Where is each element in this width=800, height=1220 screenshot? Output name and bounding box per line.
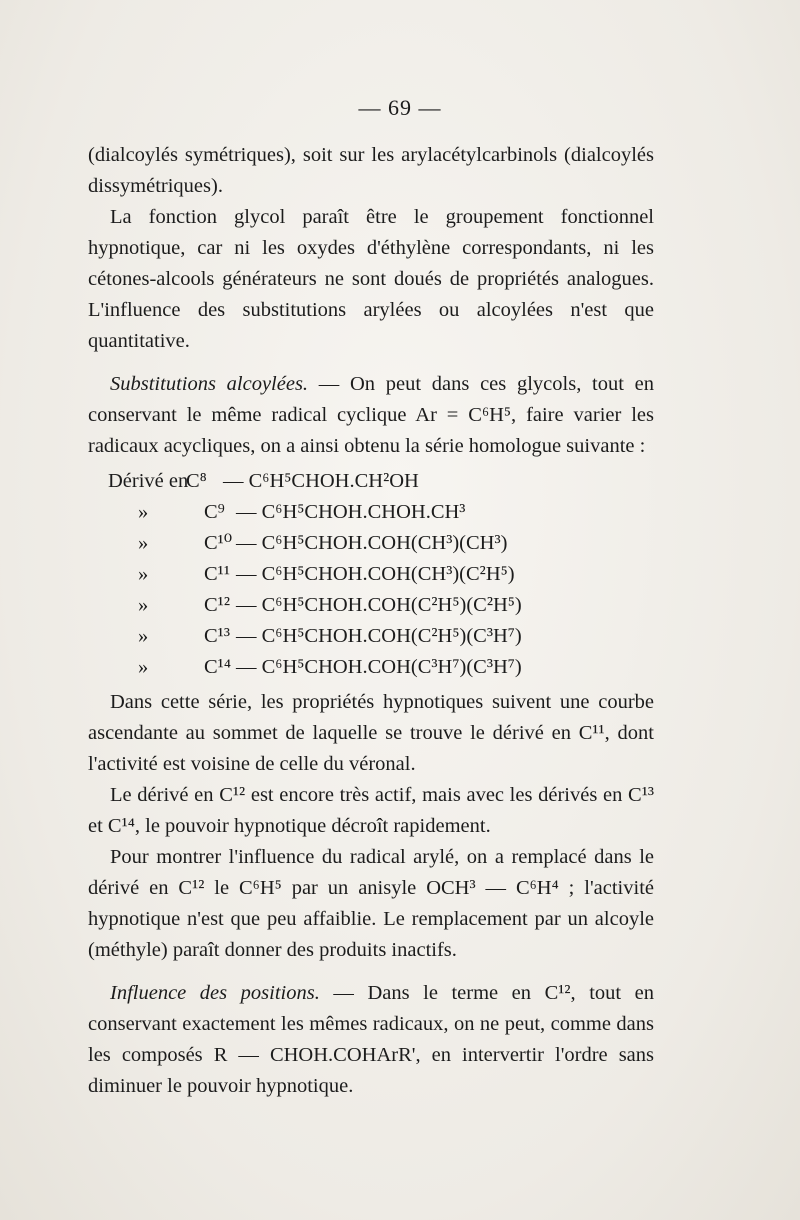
paragraph-4: Dans cette série, les propriétés hypnotiques suivent une courbe ascendante au sommet de laquelle se trouve le dérivé en C¹¹, dont l'activité est voisine de celle du véronal. (88, 691, 654, 775)
homologous-series (88, 466, 654, 683)
paragraph-5: Le dérivé en C¹² est encore très actif, mais avec les dérivés en C¹³ et C¹⁴, le pouvoir hypnotique décroît rapidement. (88, 784, 654, 837)
series-formula: — C⁶H⁵CHOH.COH(C³H⁷)(C³H⁷) (236, 656, 522, 678)
ditto-mark: » (138, 594, 149, 616)
series-formula: — C⁶H⁵CHOH.COH(C²H⁵)(C²H⁵) (236, 594, 522, 616)
series-lead: Dérivé en (108, 470, 189, 492)
series-carbon: C⁸ (186, 470, 207, 492)
series-row (88, 652, 654, 683)
series-carbon: C¹⁴ (204, 656, 231, 678)
series-row (88, 559, 654, 590)
series-formula: — C⁶H⁵CHOH.COH(CH³)(CH³) (236, 532, 508, 554)
paragraph-7-body: — Dans le terme en C¹², tout en conservant exactement les mêmes radicaux, on ne peut, comme dans les composés R — CHOH.COHArR', en intervertir l'ordre sans diminuer le pouvoir hypnotique. (88, 982, 654, 1097)
paragraph-2: La fonction glycol paraît être le groupement fonctionnel hypnotique, car ni les oxydes d'éthylène correspondants, ni les cétones-alcools générateurs ne sont doués de propriétés analogues. L'influence des substitutions arylées ou alcoylées n'est que quantitative. (88, 206, 654, 352)
series-carbon: C¹⁰ (204, 532, 233, 554)
series-formula: — C⁶H⁵CHOH.CH²OH (223, 470, 419, 492)
ditto-mark: » (138, 532, 149, 554)
paragraph-3 (88, 369, 654, 462)
section-heading-substitutions: Substitutions alcoylées. (110, 373, 309, 395)
series-carbon: C¹³ (204, 625, 230, 647)
series-formula: — C⁶H⁵CHOH.CHOH.CH³ (236, 501, 466, 523)
ditto-mark: » (138, 563, 149, 585)
ditto-mark: » (138, 625, 149, 647)
series-carbon: C¹¹ (204, 563, 230, 585)
series-row (88, 528, 654, 559)
ditto-mark: » (138, 501, 149, 523)
series-row (88, 621, 654, 652)
page-number: — 69 — (358, 95, 442, 120)
series-formula: — C⁶H⁵CHOH.COH(C²H⁵)(C³H⁷) (236, 625, 522, 647)
series-row (88, 466, 654, 497)
series-row (88, 497, 654, 528)
section-heading-positions: Influence des positions. (110, 982, 320, 1004)
paragraph-1: (dialcoylés symétriques), soit sur les arylacétylcarbinols (dialcoylés dissymétriques). (88, 144, 654, 197)
series-formula: — C⁶H⁵CHOH.COH(CH³)(C²H⁵) (236, 563, 515, 585)
paragraph-7 (88, 978, 654, 1102)
paragraph-6: Pour montrer l'influence du radical arylé, on a remplacé dans le dérivé en C¹² le C⁶H⁵ par un anisyle OCH³ — C⁶H⁴ ; l'activité hypnotique n'est que peu affaiblie. Le remplacement par un alcoyle (méthyle) paraît donner des produits inactifs. (88, 846, 654, 961)
series-carbon: C¹² (204, 594, 230, 616)
series-row (88, 590, 654, 621)
series-carbon: C⁹ (204, 501, 225, 523)
paragraph-3-body: — On peut dans ces glycols, tout en conservant le même radical cyclique Ar = C⁶H⁵, faire varier les radicaux acycliques, on a ainsi obtenu la série homologue suivante : (88, 373, 654, 457)
ditto-mark: » (138, 656, 149, 678)
body-text (88, 140, 654, 1102)
